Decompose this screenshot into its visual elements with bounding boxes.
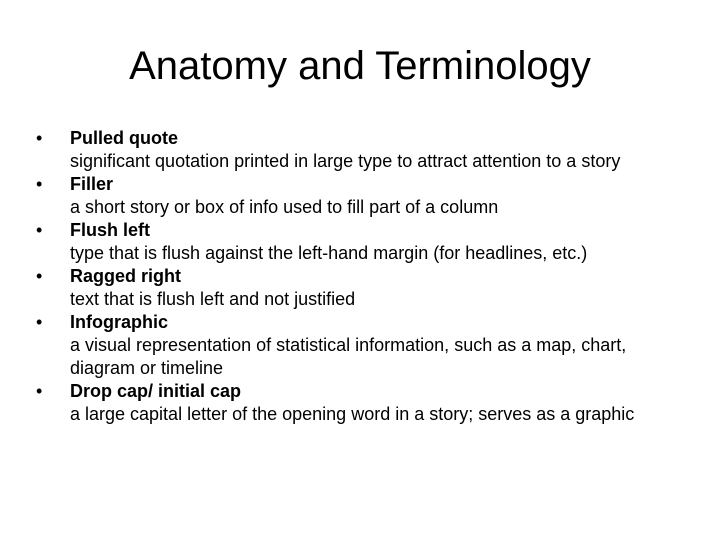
term-name: Drop cap/ initial cap [70,381,242,401]
term-name: Pulled quote [70,128,178,148]
term-list [36,127,686,426]
bullet-icon: • [36,312,43,332]
term-item-pulled-quote [36,127,686,173]
bullet-icon: • [36,266,43,286]
term-definition: a large capital letter of the opening word in a story; serves as a graphic [70,404,635,424]
term-name: Filler [70,174,114,194]
bullet-icon: • [36,128,43,148]
term-definition: a short story or box of info used to fill part of a column [70,197,499,217]
term-item-flush-left [36,219,686,265]
term-item-infographic [36,311,686,380]
term-item-ragged-right [36,265,686,311]
term-item-filler [36,173,686,219]
term-name: Infographic [70,312,168,332]
term-item-drop-cap [36,380,686,426]
term-definition: text that is flush left and not justified [70,289,356,309]
term-name: Flush left [70,220,150,240]
bullet-icon: • [36,381,43,401]
term-definition: significant quotation printed in large type to attract attention to a story [70,151,621,171]
term-definition: type that is flush against the left-hand margin (for headlines, etc.) [70,243,588,263]
term-name: Ragged right [70,266,181,286]
slide-title: Anatomy and Terminology [129,44,591,88]
bullet-icon: • [36,220,43,240]
term-definition: a visual representation of statistical information, such as a map, chart, diagram or timeline [70,335,627,378]
bullet-icon: • [36,174,43,194]
